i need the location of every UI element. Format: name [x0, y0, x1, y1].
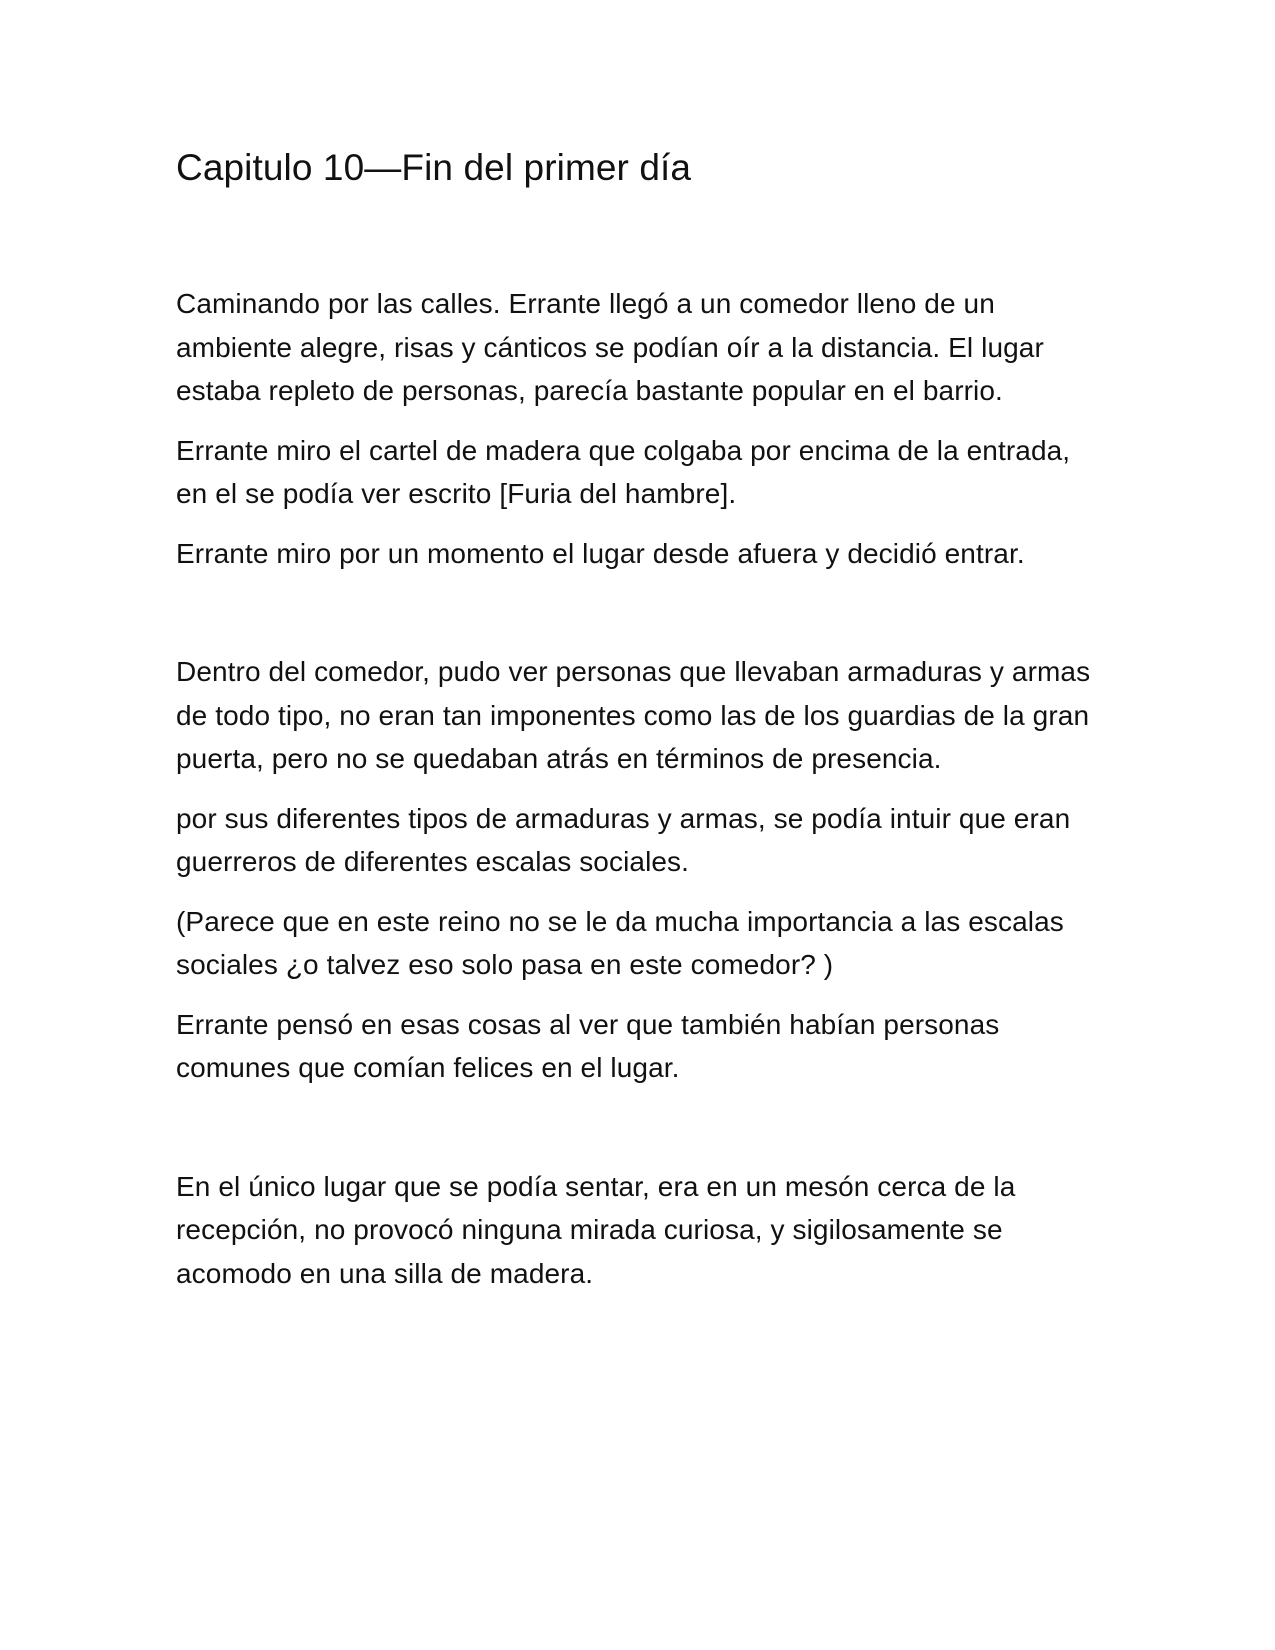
paragraph-3: Errante miro por un momento el lugar desde afuera y decidió entrar. — [176, 537, 1025, 569]
paragraph-5: por sus diferentes tipos de armaduras y armas, se podía intuir que eran guerreros de diferentes escalas sociales. — [176, 802, 1071, 877]
paragraph-2: Errante miro el cartel de madera que colgaba por encima de la entrada, en el se podía ver escrito [Furia del hambre]. — [176, 434, 1071, 509]
paragraph-8: En el único lugar que se podía sentar, era en un mesón cerca de la recepción, no provocó ninguna mirada curiosa, y sigilosamente se acomodo en una silla de madera. — [176, 1170, 1016, 1289]
paragraph-7: Errante pensó en esas cosas al ver que también habían personas comunes que comían felices en el lugar. — [176, 1008, 1000, 1083]
document-body — [176, 140, 1096, 1295]
chapter-title: Capitulo 10—Fin del primer día — [176, 147, 692, 188]
paragraph-6: (Parece que en este reino no se le da mucha importancia a las escalas sociales ¿o talvez eso solo pasa en este comedor? ) — [176, 905, 1064, 980]
paragraph-1: Caminando por las calles. Errante llegó a un comedor lleno de un ambiente alegre, risas y cánticos se podían oír a la distancia. El lugar estaba repleto de personas, parecía bastante popular en el barrio. — [176, 288, 1044, 406]
paragraph-4: Dentro del comedor, pudo ver personas que llevaban armaduras y armas de todo tipo, no eran tan imponentes como las de los guardias de la gran puerta, pero no se quedaban atrás en términos de presencia. — [176, 656, 1091, 774]
